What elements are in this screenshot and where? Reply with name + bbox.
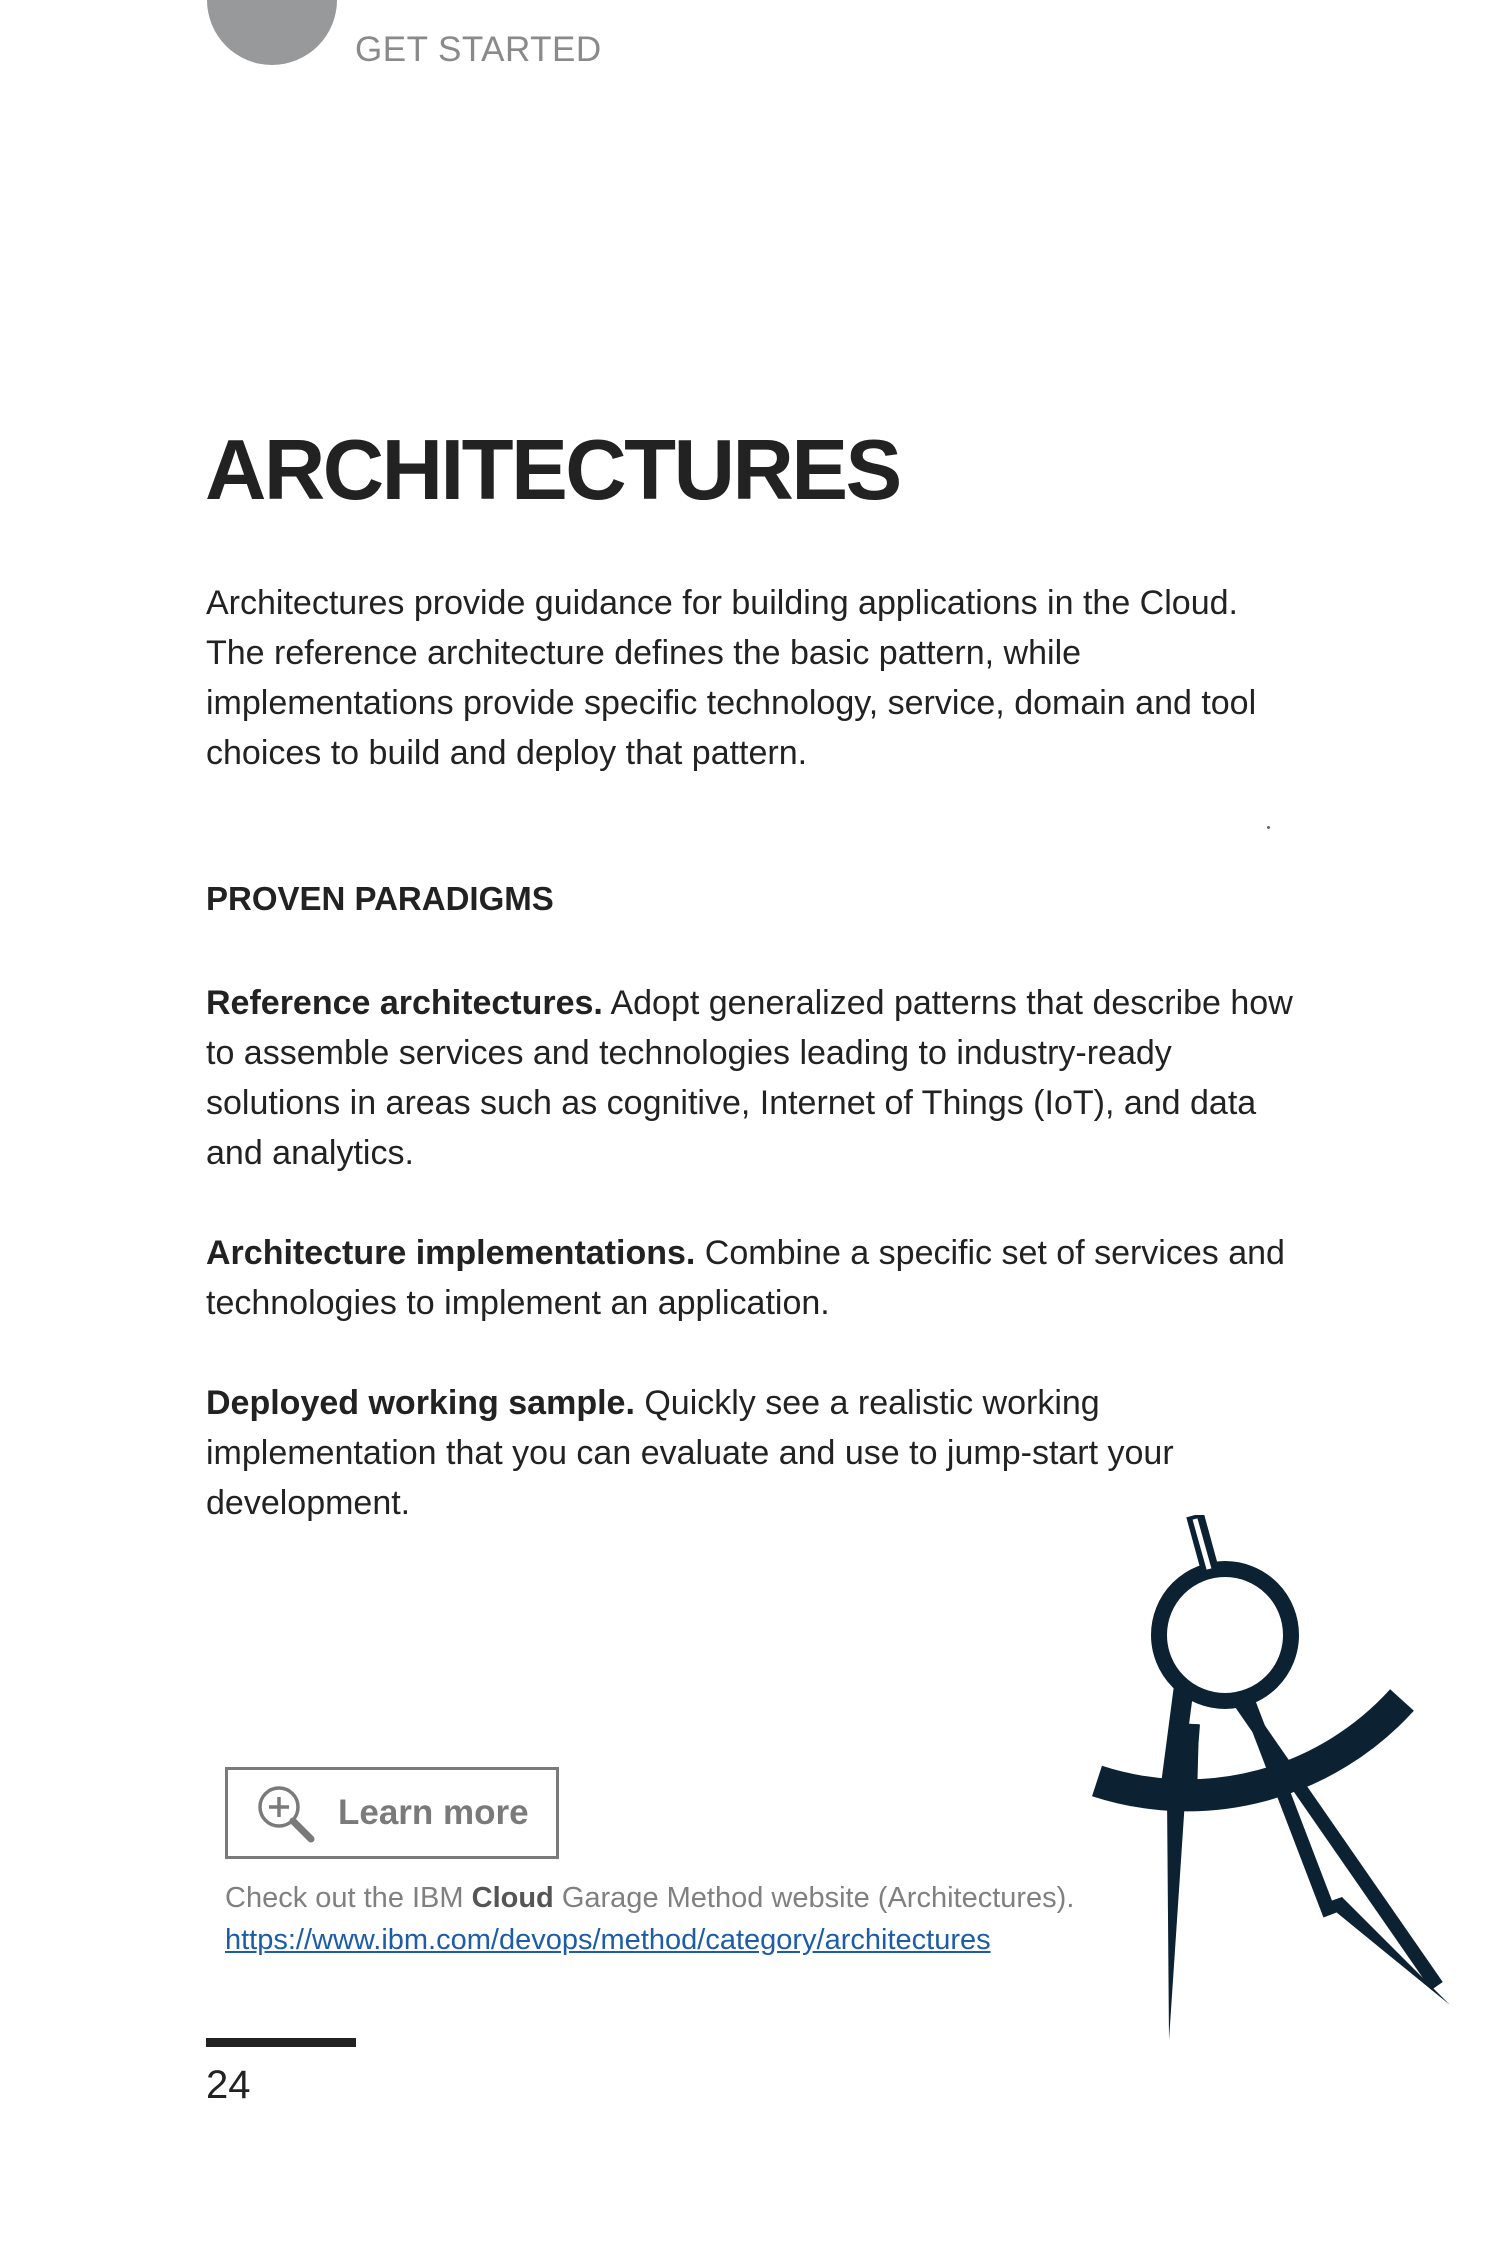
section-subheading: PROVEN PARADIGMS [206, 880, 554, 917]
paragraph-architecture-implementations [206, 1228, 1296, 1328]
paragraph-reference-architectures [206, 978, 1296, 1178]
learn-more-label: Learn more [338, 1793, 529, 1832]
intro-paragraph: Architectures provide guidance for building applications in the Cloud. The reference architecture defines the basic pattern, while implementations provide specific technology, service, domain and tool choices to build and deploy that pattern. [206, 584, 1257, 772]
paragraph-lead: Architecture implementations. [206, 1234, 696, 1272]
note-text-end: Garage Method website (Architectures). [553, 1882, 1075, 1914]
section-marker-circle [207, 0, 337, 65]
paragraph-text: Adopt generalized patterns that describe how to assemble services and technologies leading to industry-ready solutions in areas such as cognitive, Internet of Things (IoT), and data and analytics. [206, 984, 1293, 1172]
footer-rule [206, 2038, 356, 2047]
paragraph-lead: Reference architectures. [206, 984, 603, 1022]
page-number: 24 [206, 2063, 251, 2107]
paragraph-lead: Deployed working sample. [206, 1384, 635, 1422]
zoom-in-icon [254, 1782, 316, 1844]
stray-dot [1267, 826, 1270, 829]
architectures-link[interactable]: https://www.ibm.com/devops/method/category/architectures [225, 1924, 991, 1956]
page-title: ARCHITECTURES [205, 423, 900, 518]
note-strong-text: Cloud [471, 1882, 554, 1914]
paragraph-deployed-working-sample [206, 1378, 1296, 1528]
learn-more-button[interactable] [225, 1767, 559, 1859]
paragraph-text: Combine a specific set of services and technologies to implement an application. [206, 1234, 1285, 1322]
learn-more-note [225, 1877, 1074, 1919]
section-label: GET STARTED [355, 30, 602, 69]
drafting-compass-icon [1085, 1515, 1450, 2050]
note-text: Check out the IBM [225, 1882, 472, 1914]
paragraph-text: Quickly see a realistic working implementation that you can evaluate and use to jump-start your development. [206, 1384, 1174, 1522]
